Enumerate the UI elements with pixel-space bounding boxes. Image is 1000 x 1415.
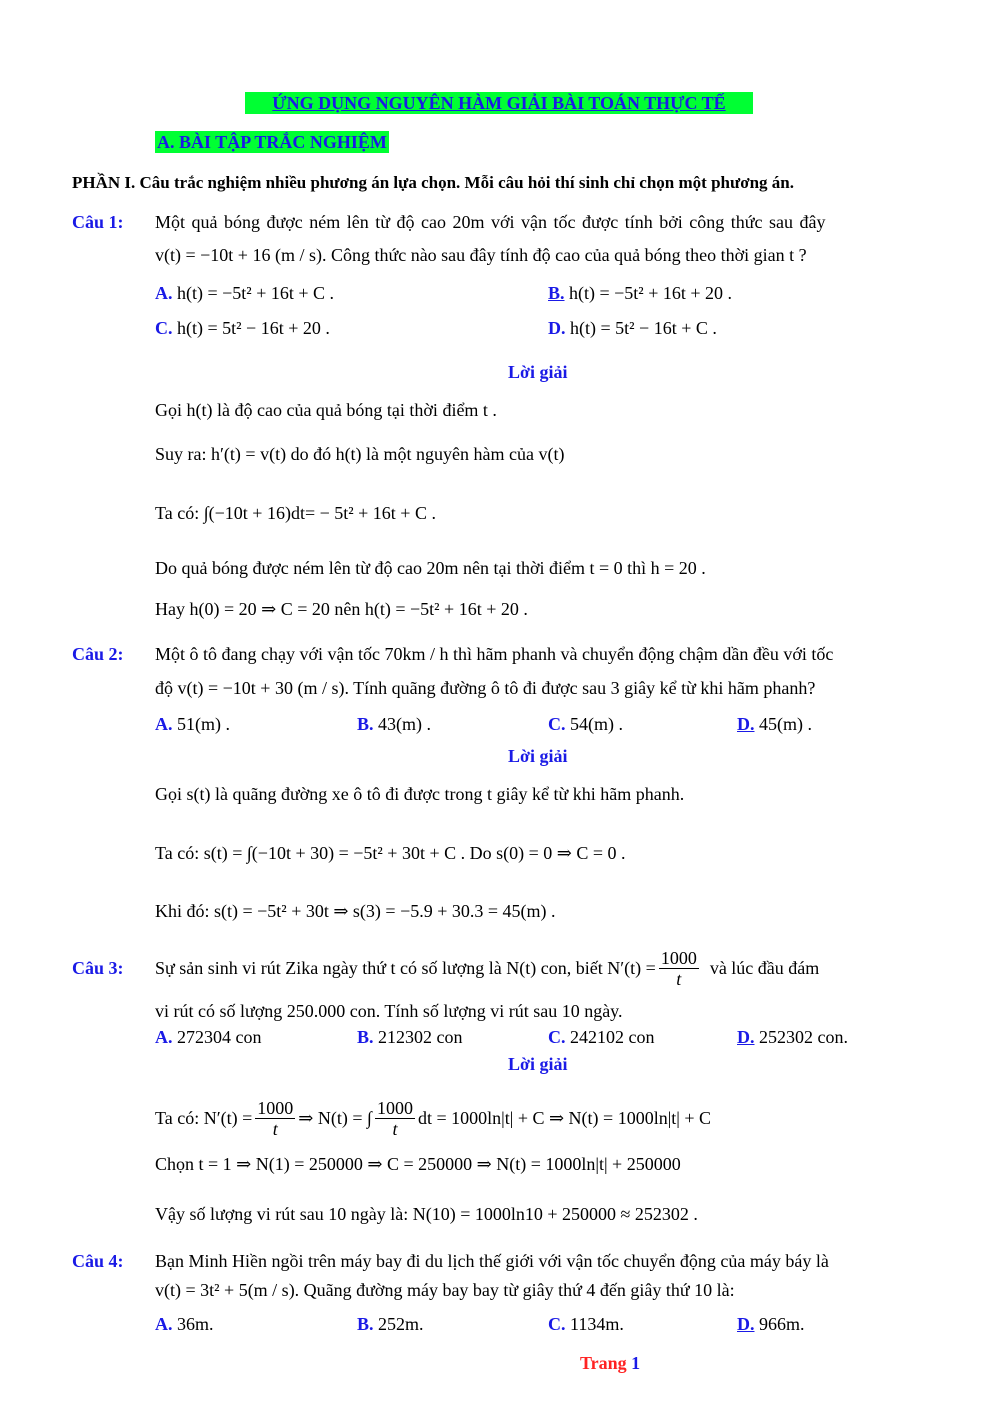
option-key: A. (155, 1314, 173, 1334)
solution-line: Khi đó: s(t) = −5t² + 30t ⇒ s(3) = −5.9 + 30.3 = 45(m) . (155, 901, 556, 921)
solution-line: Hay h(0) = 20 ⇒ C = 20 nên h(t) = −5t² + 16t + 20 . (155, 599, 528, 619)
fraction-denominator: t (272, 1118, 278, 1139)
question-2-text-line1: Một ô tô đang chạy với vận tốc 70km / h thì hãm phanh và chuyển động chậm dần đều với tốc (155, 644, 834, 664)
solution-text-b: ⇒ N(t) = ∫ (298, 1107, 372, 1128)
question-1-text-line2: v(t) = −10t + 16 (m / s). Công thức nào sau đây tính độ cao của quả bóng theo thời gian t ? (155, 245, 807, 265)
question-3-text-b: và lúc đầu đám (709, 957, 820, 978)
option-text: 966m. (759, 1314, 805, 1334)
solution-text-a: Ta có: N′(t) = (155, 1107, 253, 1128)
page-title: ỨNG DỤNG NGUYÊN HÀM GIẢI BÀI TOÁN THỰC TẾ (245, 92, 753, 114)
fraction (255, 1098, 295, 1139)
option-key: A. (155, 1027, 173, 1047)
solution-heading: Lời giải (508, 1054, 568, 1074)
option-text: 43(m) . (378, 714, 432, 734)
option-text: h(t) = −5t² + 16t + C . (177, 283, 334, 303)
question-3-option-a[interactable] (155, 1027, 262, 1048)
solution-line: Ta có: s(t) = ∫(−10t + 30) = −5t² + 30t + C . Do s(0) = 0 ⇒ C = 0 . (155, 843, 626, 863)
question-3-text-a: Sự sản sinh vi rút Zika ngày thứ t có số lượng là N(t) con, biết N′(t) = (155, 957, 656, 978)
fraction-denominator: t (392, 1118, 398, 1139)
question-1-text-line1: Một quả bóng được ném lên từ độ cao 20m với vận tốc được tính bởi công thức sau đây (155, 212, 826, 232)
question-4-option-d[interactable] (737, 1314, 805, 1335)
option-text: 36m. (177, 1314, 214, 1334)
option-text: h(t) = 5t² − 16t + C . (570, 318, 717, 338)
question-4-option-c[interactable] (548, 1314, 624, 1335)
option-text: 252m. (378, 1314, 424, 1334)
option-text: 272304 con (177, 1027, 262, 1047)
question-2-option-c[interactable] (548, 714, 623, 735)
solution-line: Gọi h(t) là độ cao của quả bóng tại thời điểm t . (155, 400, 497, 420)
option-text: 212302 con (378, 1027, 463, 1047)
option-key: A. (155, 283, 173, 303)
option-key: C. (548, 714, 566, 734)
question-4-option-b[interactable] (357, 1314, 424, 1335)
question-1-option-d[interactable] (548, 318, 717, 339)
question-4-text-line2: v(t) = 3t² + 5(m / s). Quãng đường máy bay bay từ giây thứ 4 đến giây thứ 10 là: (155, 1280, 735, 1300)
solution-text-c: dt = 1000ln|t| + C ⇒ N(t) = 1000ln|t| + C (417, 1107, 712, 1128)
option-key: A. (155, 714, 173, 734)
option-key: D. (737, 1314, 755, 1334)
question-4-text-line1: Bạn Minh Hiền ngồi trên máy bay đi du lịch thế giới với vận tốc chuyển động của máy báy là (155, 1251, 829, 1271)
option-key: C. (155, 318, 173, 338)
option-text: 242102 con (570, 1027, 655, 1047)
question-3-text-line2: vi rút có số lượng 250.000 con. Tính số lượng vi rút sau 10 ngày. (155, 1001, 623, 1021)
question-4-label: Câu 4: (72, 1251, 124, 1271)
fraction-numerator: 1000 (376, 1097, 413, 1118)
question-2-label: Câu 2: (72, 644, 124, 664)
solution-line: Suy ra: h′(t) = v(t) do đó h(t) là một nguyên hàm của v(t) (155, 444, 565, 464)
question-2-option-d[interactable] (737, 714, 812, 735)
part-instructions: Câu trắc nghiệm nhiều phương án lựa chọn. Mỗi câu hỏi thí sinh chỉ chọn một phương án. (139, 173, 795, 192)
option-key: D. (548, 318, 566, 338)
option-key: C. (548, 1314, 566, 1334)
solution-line: Vậy số lượng vi rút sau 10 ngày là: N(10) = 1000ln10 + 250000 ≈ 252302 . (155, 1204, 698, 1224)
question-3-option-c[interactable] (548, 1027, 655, 1048)
question-3-label: Câu 3: (72, 958, 124, 978)
question-3-option-d[interactable] (737, 1027, 848, 1048)
option-key: C. (548, 1027, 566, 1047)
fraction (659, 948, 699, 989)
option-key: B. (548, 283, 565, 303)
part-heading (72, 173, 794, 193)
solution-line (155, 1094, 711, 1142)
page-number: 1 (631, 1353, 641, 1373)
question-3-text-line1 (155, 944, 819, 992)
solution-line: Do quả bóng được ném lên từ độ cao 20m nên tại thời điểm t = 0 thì h = 20 . (155, 558, 706, 578)
option-text: 45(m) . (759, 714, 812, 734)
option-text: h(t) = 5t² − 16t + 20 . (177, 318, 330, 338)
solution-heading: Lời giải (508, 362, 568, 382)
question-4-option-a[interactable] (155, 1314, 214, 1335)
page-label: Trang (580, 1353, 627, 1373)
part-label: PHẦN I. (72, 173, 136, 192)
fraction-denominator: t (676, 968, 682, 989)
option-text: 1134m. (570, 1314, 624, 1334)
question-2-text-line2: độ v(t) = −10t + 30 (m / s). Tính quãng đường ô tô đi được sau 3 giây kể từ khi hãm phanh? (155, 678, 816, 698)
page-footer (580, 1353, 640, 1374)
option-text: 54(m) . (570, 714, 623, 734)
option-text: 252302 con. (759, 1027, 848, 1047)
option-key: B. (357, 1314, 374, 1334)
fraction-numerator: 1000 (257, 1097, 294, 1118)
question-1-option-c[interactable] (155, 318, 330, 339)
solution-line: Chọn t = 1 ⇒ N(1) = 250000 ⇒ C = 250000 ⇒ N(t) = 1000ln|t| + 250000 (155, 1154, 681, 1174)
question-1-option-b[interactable] (548, 283, 732, 304)
solution-heading: Lời giải (508, 746, 568, 766)
section-heading: A. BÀI TẬP TRẮC NGHIỆM (157, 132, 387, 152)
option-key: D. (737, 1027, 755, 1047)
question-1-label: Câu 1: (72, 212, 124, 232)
question-1-option-a[interactable] (155, 283, 334, 304)
fraction-numerator: 1000 (660, 947, 697, 968)
option-key: B. (357, 714, 374, 734)
option-text: 51(m) . (177, 714, 230, 734)
solution-line: Gọi s(t) là quãng đường xe ô tô đi được trong t giây kể từ khi hãm phanh. (155, 784, 685, 804)
question-2-option-a[interactable] (155, 714, 230, 735)
question-3-option-b[interactable] (357, 1027, 463, 1048)
fraction (375, 1098, 415, 1139)
option-key: B. (357, 1027, 374, 1047)
solution-line: Ta có: ∫(−10t + 16)dt= − 5t² + 16t + C . (155, 503, 436, 523)
question-2-option-b[interactable] (357, 714, 431, 735)
option-text: h(t) = −5t² + 16t + 20 . (569, 283, 733, 303)
option-key: D. (737, 714, 755, 734)
